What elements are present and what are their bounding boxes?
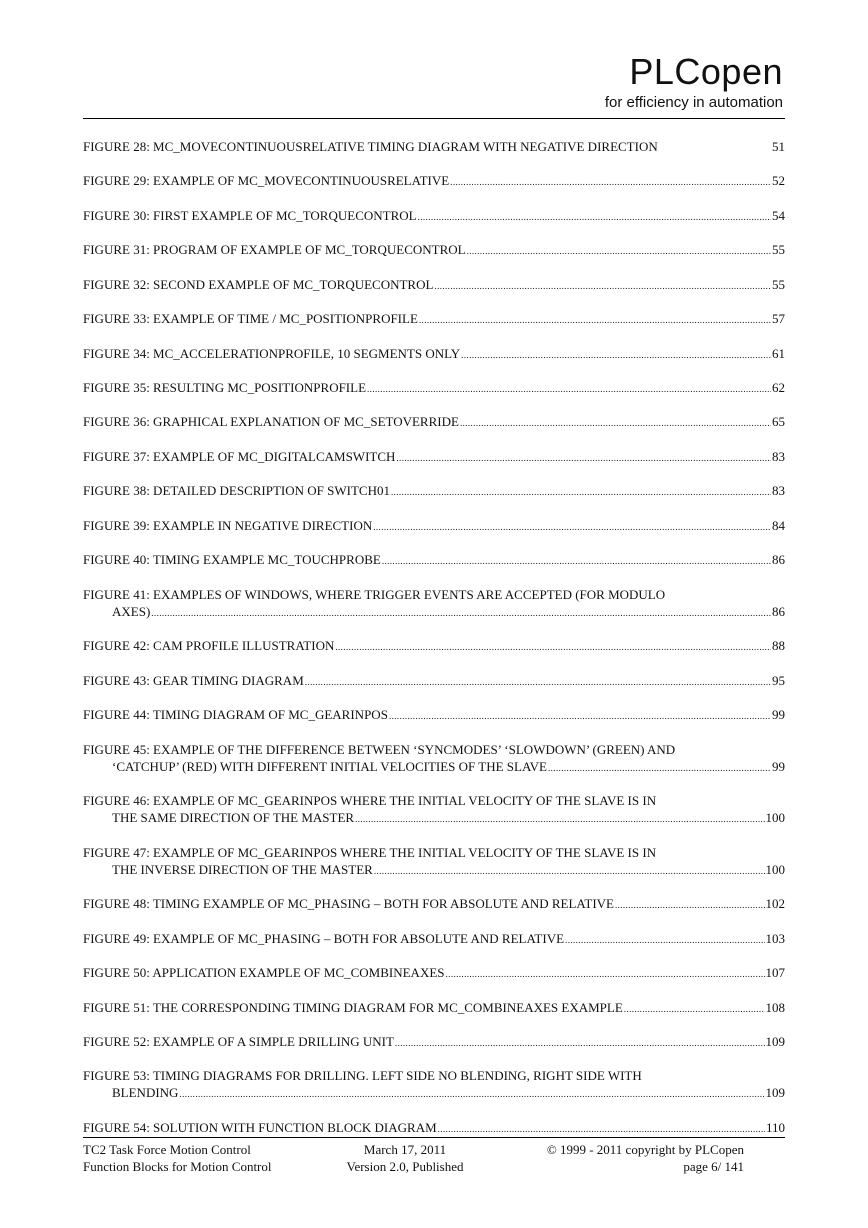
toc-entry-figure-28[interactable] (83, 138, 785, 155)
toc-entry-page: 107 (765, 965, 785, 980)
toc-entry-figure-46[interactable] (83, 792, 785, 828)
toc-entry-page: 102 (765, 896, 785, 911)
toc-entry-page: 86 (772, 552, 785, 567)
toc-entry-figure-42[interactable] (83, 637, 785, 656)
toc-entry-label: FIGURE 47: EXAMPLE OF MC_GEARINPOS WHERE THE INITIAL VELOCITY OF THE SLAVE IS IN (83, 845, 657, 860)
toc-entry-label: FIGURE 40: TIMING EXAMPLE MC_TOUCHPROBE (83, 552, 381, 567)
footer-date: March 17, 2011 (363, 1142, 447, 1157)
toc-entry-page: 51 (772, 139, 785, 154)
toc-entry-figure-48[interactable] (83, 895, 785, 914)
toc-entry-label: FIGURE 38: DETAILED DESCRIPTION OF SWITCH01 (83, 483, 390, 498)
plcopen-logo (605, 52, 783, 112)
toc-entry-page: 83 (772, 449, 785, 464)
toc-entry-page: 55 (772, 277, 785, 292)
toc-entry-label: FIGURE 34: MC_ACCELERATIONPROFILE, 10 SEGMENTS ONLY (83, 346, 461, 361)
toc-entry-label-continued: AXES) (112, 604, 151, 619)
toc-entry-page: 103 (765, 931, 785, 946)
footer-right (547, 1141, 744, 1175)
logo-subtitle: for efficiency in automation (604, 94, 783, 111)
toc-entry-figure-52[interactable] (83, 1033, 785, 1052)
footer-org: TC2 Task Force Motion Control (83, 1142, 251, 1157)
toc-entry-page: 100 (765, 862, 785, 877)
toc-entry-label: FIGURE 42: CAM PROFILE ILLUSTRATION (83, 638, 335, 653)
footer-divider (83, 1137, 785, 1138)
toc-entry-page: 99 (772, 707, 785, 722)
toc-entry-figure-35[interactable] (83, 379, 785, 398)
toc-entry-figure-45[interactable] (83, 741, 785, 777)
toc-entry-page: 84 (772, 518, 785, 533)
toc-entry-label: FIGURE 39: EXAMPLE IN NEGATIVE DIRECTION (83, 518, 373, 533)
toc-entry-label: FIGURE 54: SOLUTION WITH FUNCTION BLOCK DIAGRAM (83, 1120, 437, 1135)
toc-entry-page: 55 (772, 242, 785, 257)
toc-entry-page: 109 (765, 1034, 785, 1049)
toc-entry-label: FIGURE 48: TIMING EXAMPLE OF MC_PHASING – BOTH FOR ABSOLUTE AND RELATIVE (83, 896, 614, 911)
toc-entry-page: 86 (772, 604, 785, 619)
toc-entry-figure-49[interactable] (83, 930, 785, 949)
toc-entry-label: FIGURE 28: MC_MOVECONTINUOUSRELATIVE TIMING DIAGRAM WITH NEGATIVE DIRECTION (83, 139, 658, 154)
toc-entry-figure-29[interactable] (83, 172, 785, 191)
toc-entry-page: 110 (765, 1120, 785, 1135)
toc-entry-label-continued: BLENDING (112, 1085, 179, 1100)
toc-entry-figure-34[interactable] (83, 345, 785, 364)
toc-entry-page: 108 (765, 1000, 785, 1015)
toc-entry-label: FIGURE 29: EXAMPLE OF MC_MOVECONTINUOUSRELATIVE (83, 173, 450, 188)
toc-entry-page: 65 (772, 414, 785, 429)
toc-entry-page: 62 (772, 380, 785, 395)
toc-entry-figure-31[interactable] (83, 241, 785, 260)
toc-entry-page: 100 (765, 810, 785, 825)
toc-entry-label: FIGURE 51: THE CORRESPONDING TIMING DIAGRAM FOR MC_COMBINEAXES EXAMPLE (83, 1000, 623, 1015)
toc-entry-label-continued: THE SAME DIRECTION OF THE MASTER (112, 810, 355, 825)
toc-entry-figure-43[interactable] (83, 672, 785, 691)
toc-entry-page: 83 (772, 483, 785, 498)
toc-entry-label: FIGURE 30: FIRST EXAMPLE OF MC_TORQUECONTROL (83, 208, 417, 223)
footer-left (83, 1141, 272, 1175)
toc-entry-label: FIGURE 50: APPLICATION EXAMPLE OF MC_COMBINEAXES (83, 965, 445, 980)
toc-entry-label-continued: THE INVERSE DIRECTION OF THE MASTER (112, 862, 373, 877)
footer-version: Version 2.0, Published (346, 1159, 464, 1174)
toc-entry-figure-32[interactable] (83, 276, 785, 295)
toc-entry-label: FIGURE 52: EXAMPLE OF A SIMPLE DRILLING UNIT (83, 1034, 394, 1049)
toc-entry-label: FIGURE 31: PROGRAM OF EXAMPLE OF MC_TORQUECONTROL (83, 242, 466, 257)
toc-entry-figure-47[interactable] (83, 844, 785, 880)
toc-entry-page: 95 (772, 673, 785, 688)
toc-entry-page: 88 (772, 638, 785, 653)
toc-entry-label: FIGURE 46: EXAMPLE OF MC_GEARINPOS WHERE THE INITIAL VELOCITY OF THE SLAVE IS IN (83, 793, 657, 808)
toc-entry-label: FIGURE 41: EXAMPLES OF WINDOWS, WHERE TRIGGER EVENTS ARE ACCEPTED (FOR MODULO (83, 587, 666, 602)
toc-entry-page: 109 (765, 1085, 785, 1100)
toc-entry-label: FIGURE 37: EXAMPLE OF MC_DIGITALCAMSWITCH (83, 449, 396, 464)
footer-doc-title: Function Blocks for Motion Control (83, 1159, 272, 1174)
toc-entry-figure-33[interactable] (83, 310, 785, 329)
toc-entry-figure-54[interactable] (83, 1119, 785, 1138)
toc-entry-figure-40[interactable] (83, 551, 785, 570)
toc-entry-figure-37[interactable] (83, 448, 785, 467)
toc-entry-figure-53[interactable] (83, 1067, 785, 1103)
toc-entry-figure-39[interactable] (83, 517, 785, 536)
toc-entry-figure-51[interactable] (83, 999, 785, 1018)
toc-entry-label: FIGURE 36: GRAPHICAL EXPLANATION OF MC_SETOVERRIDE (83, 414, 459, 429)
toc-entry-figure-41[interactable] (83, 586, 785, 622)
toc-entry-figure-36[interactable] (83, 413, 785, 432)
toc-entry-label: FIGURE 32: SECOND EXAMPLE OF MC_TORQUECONTROL (83, 277, 434, 292)
toc-entry-figure-50[interactable] (83, 964, 785, 983)
toc-entry-label: FIGURE 49: EXAMPLE OF MC_PHASING – BOTH FOR ABSOLUTE AND RELATIVE (83, 931, 565, 946)
toc-entry-page: 61 (772, 346, 785, 361)
logo-title: PLCopen (629, 51, 783, 92)
toc-entry-label: FIGURE 44: TIMING DIAGRAM OF MC_GEARINPOS (83, 707, 388, 722)
toc-entry-figure-38[interactable] (83, 482, 785, 501)
footer-center (335, 1141, 475, 1175)
toc-entry-figure-44[interactable] (83, 706, 785, 725)
toc-entry-page: 57 (772, 311, 785, 326)
toc-entry-figure-30[interactable] (83, 207, 785, 226)
footer-copyright: © 1999 - 2011 copyright by PLCopen (546, 1142, 744, 1157)
toc-entry-label: FIGURE 33: EXAMPLE OF TIME / MC_POSITIONPROFILE (83, 311, 418, 326)
toc-entry-label: FIGURE 43: GEAR TIMING DIAGRAM (83, 673, 304, 688)
toc-entry-page: 54 (772, 208, 785, 223)
toc-entry-label-continued: ‘CATCHUP’ (RED) WITH DIFFERENT INITIAL VELOCITIES OF THE SLAVE (112, 759, 547, 774)
toc-entry-page: 52 (772, 173, 785, 188)
toc-entry-page: 99 (772, 759, 785, 774)
toc-entry-label: FIGURE 35: RESULTING MC_POSITIONPROFILE (83, 380, 367, 395)
header-divider (83, 118, 785, 119)
footer-page-number: page 6/ 141 (683, 1159, 744, 1174)
toc-entry-label: FIGURE 53: TIMING DIAGRAMS FOR DRILLING. LEFT SIDE NO BLENDING, RIGHT SIDE WITH (83, 1068, 642, 1083)
toc-entry-label: FIGURE 45: EXAMPLE OF THE DIFFERENCE BETWEEN ‘SYNCMODES’ ‘SLOWDOWN’ (GREEN) AND (83, 742, 676, 757)
